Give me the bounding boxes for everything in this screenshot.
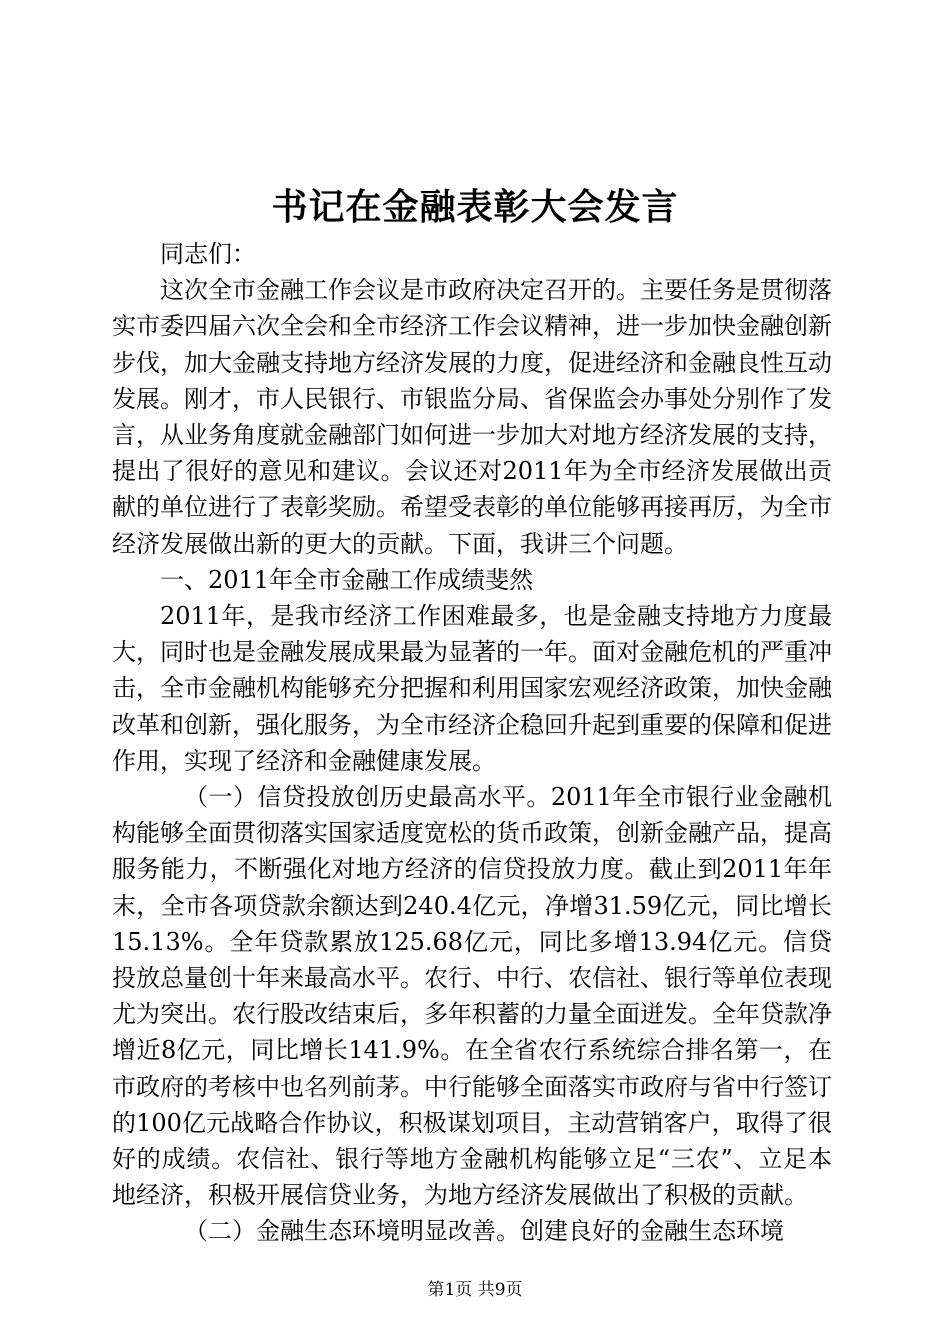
paragraph-intro: 这次全市金融工作会议是市政府决定召开的。主要任务是贯彻落实市委四届六次全会和全市经济工作会议精神，进一步加快金融创新步伐，加大金融支持地方经济发展的力度，促进经济和金融良性互动发展。刚才，市人民银行、市银监分局、省保监会办事处分别作了发言，从业务角度就金融部门如何进一步加大对地方经济发展的支持，提出了很好的意见和建议。会议还对2011年为全市经济发展做出贡献的单位进行了表彰奖励。希望受表彰的单位能够再接再厉，为全市经济发展做出新的更大的贡献。下面，我讲三个问题。 bbox=[112, 276, 832, 558]
section-heading-1: 一、2011年全市金融工作成绩斐然 bbox=[160, 565, 534, 594]
document-body bbox=[112, 236, 832, 1250]
paragraph-section-1: 2011年，是我市经济工作困难最多，也是金融支持地方力度最大，同时也是金融发展成果最为显著的一年。面对金融危机的严重冲击，全市金融机构能够充分把握和利用国家宏观经济政策，加快金融改革和创新，强化服务，为全市经济企稳回升起到重要的保障和促进作用，实现了经济和金融健康发展。 bbox=[112, 602, 832, 775]
paragraph-subsection-2: （二）金融生态环境明显改善。创建良好的金融生态环境 bbox=[184, 1217, 784, 1246]
paragraph-subsection-1: （一）信贷投放创历史最高水平。2011年全市银行业金融机构能够全面贯彻落实国家适度宽松的货币政策，创新金融产品，提高服务能力，不断强化对地方经济的信贷投放力度。截止到2011年年末，全市各项贷款余额达到240.4亿元，净增31.59亿元，同比增长15.13%。全年贷款累放125.68亿元，同比多增13.94亿元。信贷投放总量创十年来最高水平。农行、中行、农信社、银行等单位表现尤为突出。农行股改结束后，多年积蓄的力量全面迸发。全年贷款净增近8亿元，同比增长141.9%。在全省农行系统综合排名第一，在市政府的考核中也名列前茅。中行能够全面落实市政府与省中行签订的100亿元战略合作协议，积极谋划项目，主动营销客户，取得了很好的成绩。农信社、银行等地方金融机构能够立足“三农”、立足本地经济，积极开展信贷业务，为地方经济发展做出了积极的贡献。 bbox=[112, 783, 832, 1210]
salutation: 同志们： bbox=[160, 240, 256, 268]
page-footer: 第1页 共9页 bbox=[427, 1280, 523, 1300]
document-title: 书记在金融表彰大会发言 bbox=[271, 186, 679, 228]
